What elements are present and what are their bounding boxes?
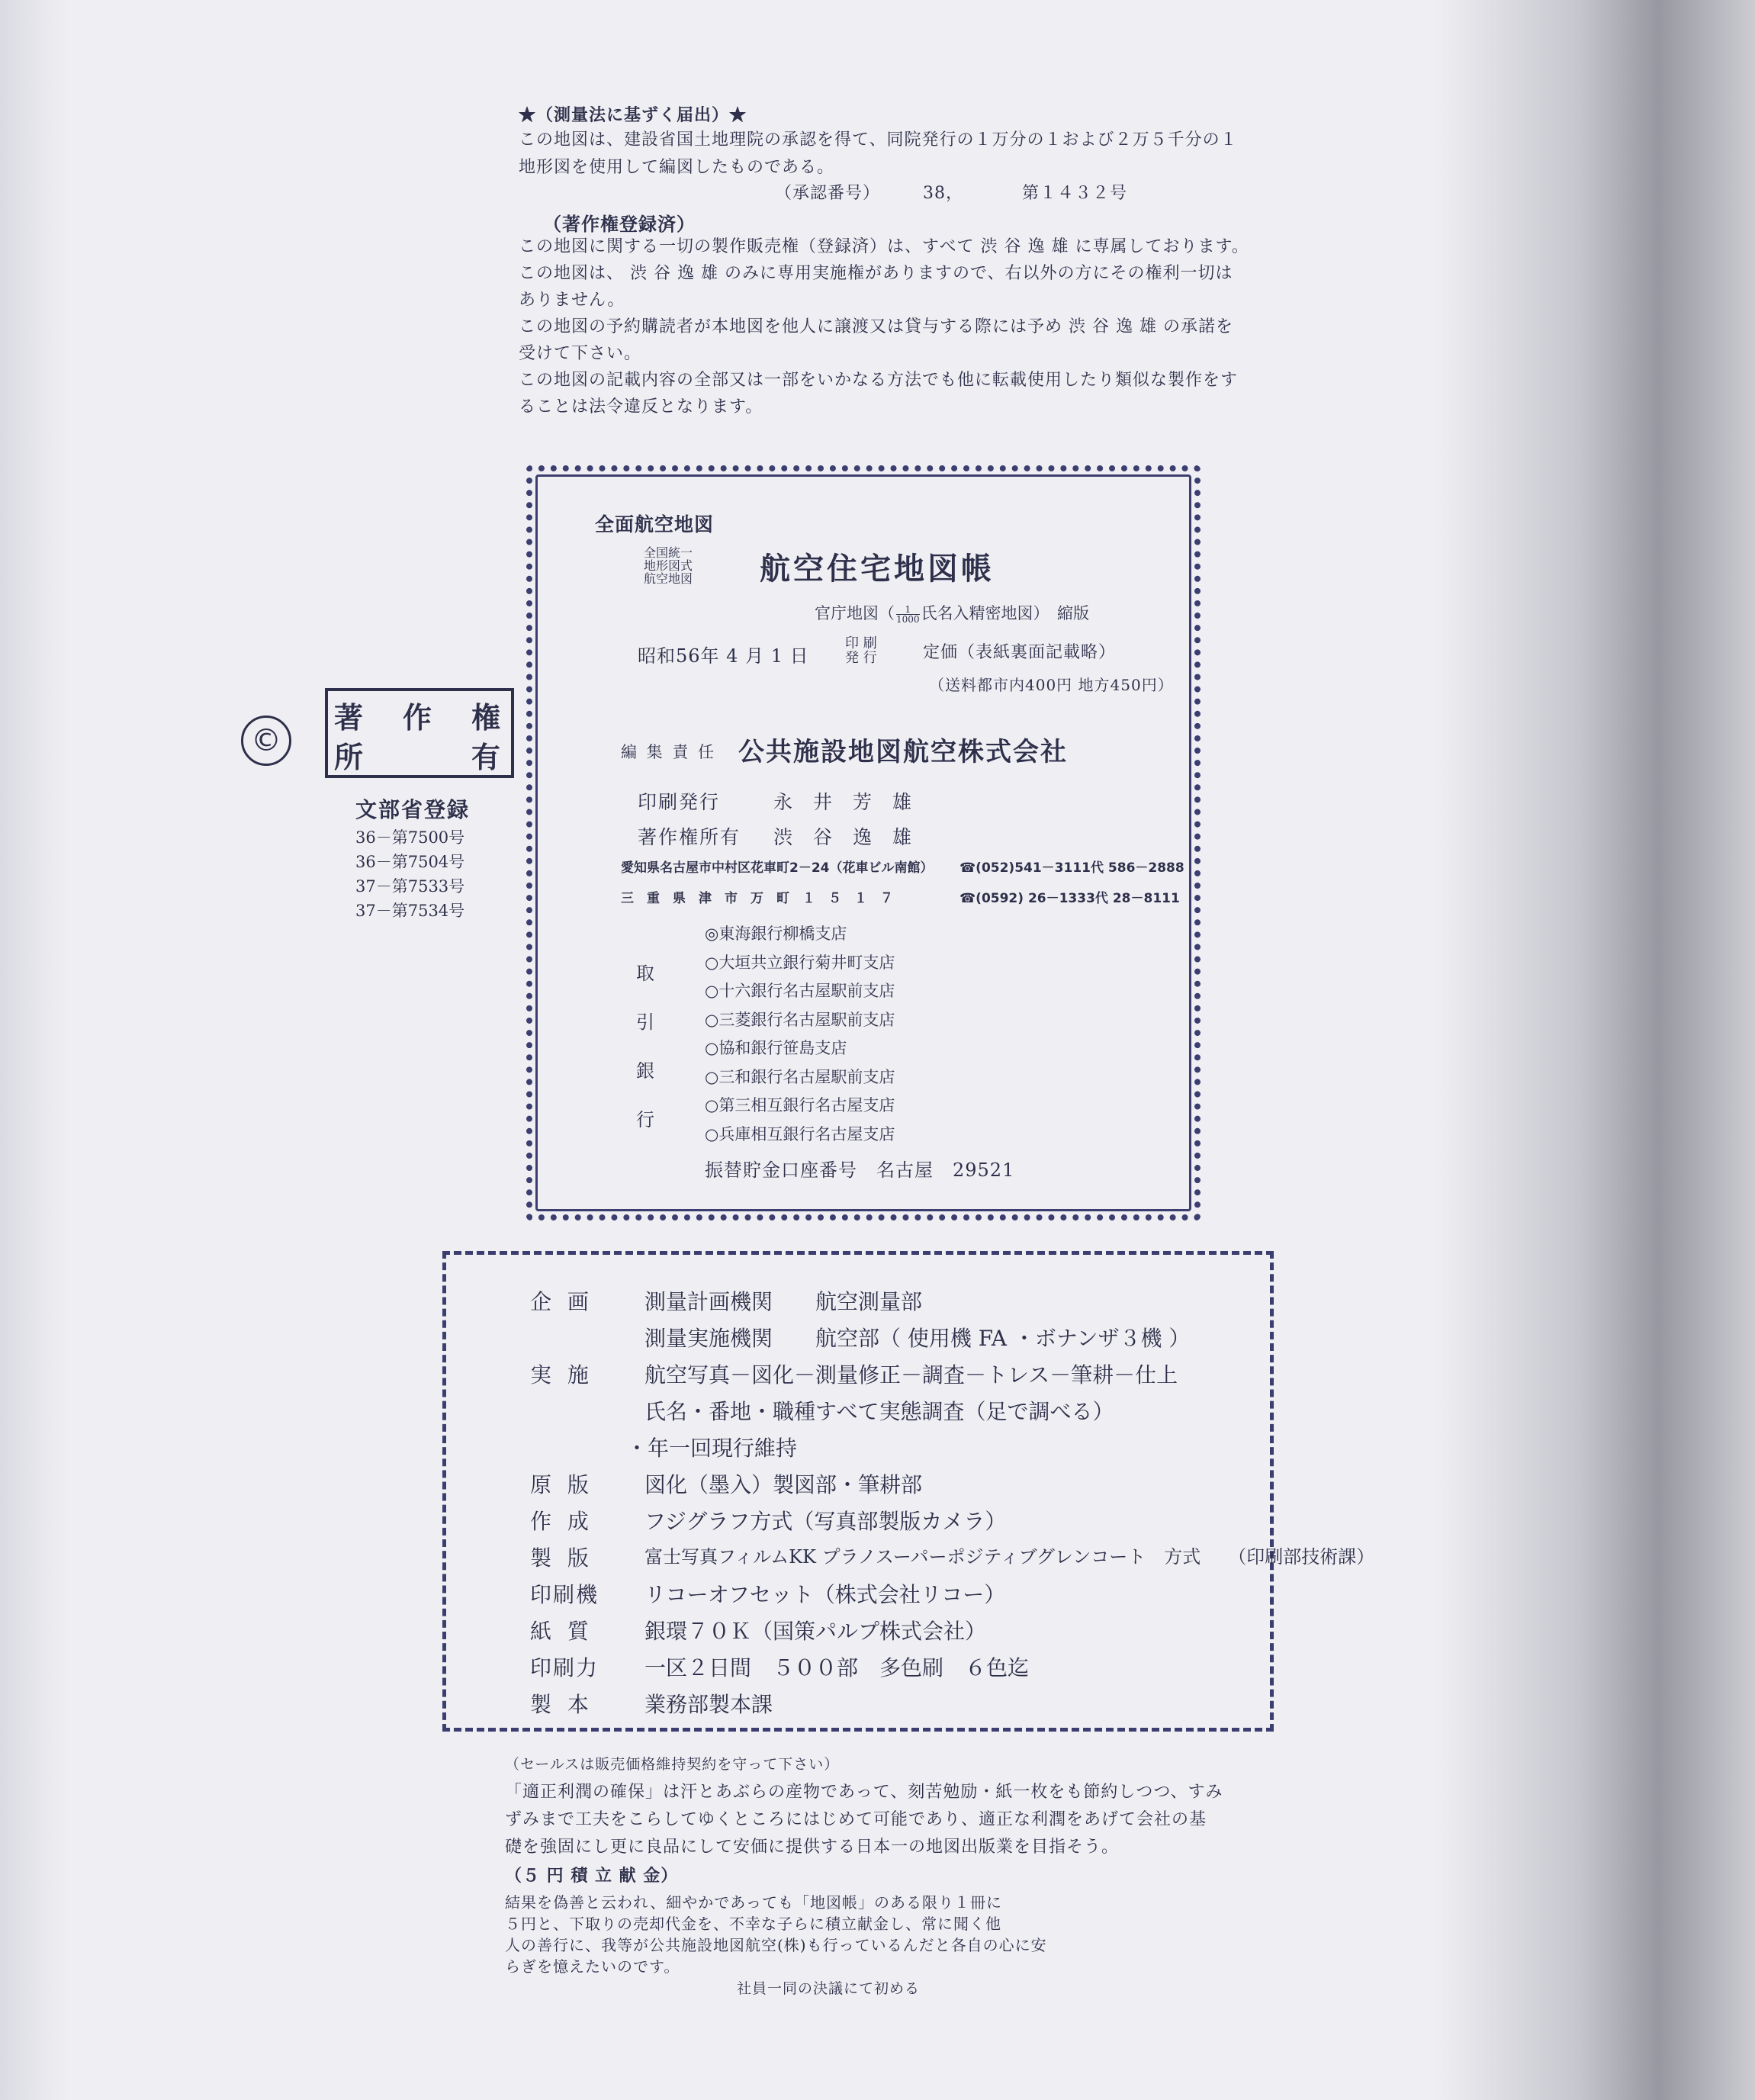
resolution-note: 社員一同の決議にて初める [737,1980,921,1997]
prod-text: 一区２日間 ５００部 多色刷 ６色迄 [644,1655,1030,1680]
print-issue-label [845,636,877,665]
bank-label-char: 取 [636,963,654,984]
edition-note [815,601,1089,624]
fraction-denominator: 1000 [896,614,920,625]
bank-label-char: 銀 [636,1060,654,1082]
approval-number: 第１４３２号 [1022,184,1128,203]
prod-label: 紙 質 [530,1619,593,1644]
sales-note: （セールスは販売価格維持契約を守って下さい） [505,1756,840,1773]
prod-text: 図化（墨入）製図部・筆耕部 [644,1472,923,1497]
prod-label: 印刷力 [530,1655,599,1680]
phone-nagoya: ☎(052)541－3111代 586－2888 [959,860,1184,876]
owner-name: 渋 谷 逸 雄 [773,826,913,848]
registry-number: 37－第7534号 [355,902,465,920]
prod-label: 実 施 [530,1362,593,1388]
survey-line: 地形図を使用して編図したものである。 [519,158,835,177]
prod-text: 業務部製本課 [644,1692,773,1717]
registry-number: 37－第7533号 [355,877,465,896]
prod-text: 航空写真－図化－測量修正－調査－トレス－筆耕－仕上 [644,1362,1178,1388]
bank-label [636,949,654,1144]
fraction-numerator: 1 [896,605,920,615]
prod-text: 測量計画機関 航空測量部 [644,1289,923,1314]
stamp-char: 有 [471,740,501,774]
survey-heading: ★（測量法に基ずく届出）★ [519,105,747,125]
issue-label: 発 行 [845,650,877,666]
map-title: 航空住宅地図帳 [760,551,995,587]
address-nagoya: 愛知県名古屋市中村区花車町2－24（花車ビル南館） [621,860,934,876]
prod-text: 氏名・番地・職種すべて実態調査（足で調べる） [644,1399,1114,1424]
edition-fraction [896,605,920,624]
transfer-account: 振替貯金口座番号 名古屋 29521 [705,1159,1015,1181]
survey-line: この地図は、建設省国土地理院の承認を得て、同院発行の１万分の１および２万５千分の１ [519,130,1238,150]
profit-line: 礎を強固にし更に良品にして安価に提供する日本一の地図出版業を目指そう。 [505,1838,1120,1857]
stamp-char: 所 [334,740,364,774]
bank-item: ◎東海銀行柳橋支店 [705,925,847,943]
prod-label: 企 画 [530,1289,593,1314]
page-binding-shadow [1435,0,1755,2100]
copyright-line: 受けて下さい。 [519,344,642,363]
stamp-char: 権 [471,700,501,735]
approval-label: （承認番号） [775,184,881,203]
bank-label-char: 引 [636,1011,654,1033]
imprint-box [526,465,1201,1220]
copyright-icon: © [241,716,291,766]
prod-text: ・年一回現行維持 [626,1436,798,1461]
stamp-char: 作 [403,700,432,735]
bank-item: ○協和銀行笹島支店 [705,1039,847,1057]
prod-text: 測量実施機関 航空部（ 使用機 FA ・ボナンザ３機 ） [644,1326,1191,1351]
copyright-line: ありません。 [519,291,625,310]
publisher-label: 印刷発行 [638,791,721,813]
bank-item: ○三和銀行名古屋駅前支店 [705,1067,895,1086]
production-box [442,1251,1375,1732]
fund-line: らぎを憶えたいのです。 [505,1957,680,1976]
bank-item: ○兵庫相互銀行名古屋支店 [705,1124,895,1143]
copyright-line: この地図の記載内容の全部又は一部をいかなる方法でも他に転載使用したり類似な製作をす [519,371,1239,390]
postage-note: （送料都市内400円 地方450円） [929,676,1174,694]
profit-line: ずみまで工夫をこらしてゆくところにはじめて可能であり、適正な利潤をあげて会社の基 [505,1810,1207,1829]
publisher-name: 永 井 芳 雄 [773,791,913,813]
page-edge-shadow-left [0,0,69,2100]
subtitle-line: 地形図式 [644,558,693,573]
fund-line: 結果を偽善と云われ、細やかであっても「地図帳」のある限り１冊に [505,1893,1002,1912]
bank-item: ○第三相互銀行名古屋支店 [705,1096,895,1114]
fund-line: 人の善行に、我等が公共施設地図航空(株)も行っているんだと各自の心に安 [505,1936,1047,1954]
bank-item: ○大垣共立銀行菊井町支店 [705,953,895,972]
bank-item: ○三菱銀行名古屋駅前支店 [705,1010,895,1029]
subtitle-stack [644,546,693,585]
bank-label-char: 行 [636,1109,654,1130]
copyright-line: ることは法令違反となります。 [519,397,763,416]
prod-label: 印刷機 [530,1582,599,1607]
fund-heading: （５ 円 積 立 献 金） [505,1866,679,1886]
subtitle-line: 航空地図 [644,571,693,586]
prod-text: 銀環７０Ｋ（国策パルプ株式会社） [644,1619,987,1644]
prod-text: フジグラフ方式（写真部製版カメラ） [644,1509,1007,1534]
prod-label: 製 本 [530,1692,593,1717]
registry-number: 36－第7504号 [355,853,465,871]
edition-prefix: 官庁地図（ [815,604,895,622]
issue-date: 昭和56年 4 月 1 日 [638,645,809,667]
registry-number: 36－第7500号 [355,828,465,847]
prod-text: 富士写真フィルムKK プラノスーパーポジティブグレンコート 方式 （印刷部技術課） [644,1546,1375,1568]
profit-line: 「適正利潤の確保」は汗とあぶらの産物であって、刻苦勉励・紙一枚をも節約しつつ、すみ [505,1783,1223,1802]
copyright-heading: （著作権登録済） [543,213,696,235]
copyright-line: この地図に関する一切の製作販売権（登録済）は、すべて 渋 谷 逸 雄 に専属しております。 [519,237,1249,256]
editor-label: 編 集 責 任 [621,743,717,761]
fund-line: ５円と、下取りの売却代金を、不幸な子らに積立献金し、常に聞く他 [505,1915,1001,1933]
series-name: 全面航空地図 [595,513,715,535]
prod-text: リコーオフセット（株式会社リコー） [644,1582,1006,1607]
editor-company: 公共施設地図航空株式会社 [738,737,1068,767]
bank-list [705,920,895,1149]
prod-label: 製 版 [530,1545,593,1571]
prod-label: 原 版 [530,1472,593,1497]
address-tsu: 三 重 県 津 市 万 町 １ ５ １ ７ [621,891,893,906]
ministry-registry [355,793,470,921]
phone-tsu: ☎(0592) 26－1333代 28－8111 [959,891,1180,906]
copyright-stamp [325,688,514,778]
copyright-line: この地図の予約購読者が本地図を他人に譲渡又は貸与する際には予め 渋 谷 逸 雄 の承諾を [519,317,1233,336]
edition-suffix: 氏名入精密地図） 縮版 [921,604,1090,622]
registry-title: 文部省登録 [355,797,471,822]
bank-item: ○十六銀行名古屋駅前支店 [705,982,895,1000]
print-label: 印 刷 [845,635,877,651]
approval-year: 38， [923,184,963,203]
stamp-char: 著 [334,700,364,735]
owner-label: 著作権所有 [638,826,741,848]
prod-label: 作 成 [530,1509,593,1534]
copyright-line: この地図は、 渋 谷 逸 雄 のみに専用実施権がありますので、右以外の方にその権利一切は [519,264,1233,283]
price-note: 定価（表紙裏面記載略） [923,643,1117,662]
subtitle-line: 全国統一 [644,545,693,560]
